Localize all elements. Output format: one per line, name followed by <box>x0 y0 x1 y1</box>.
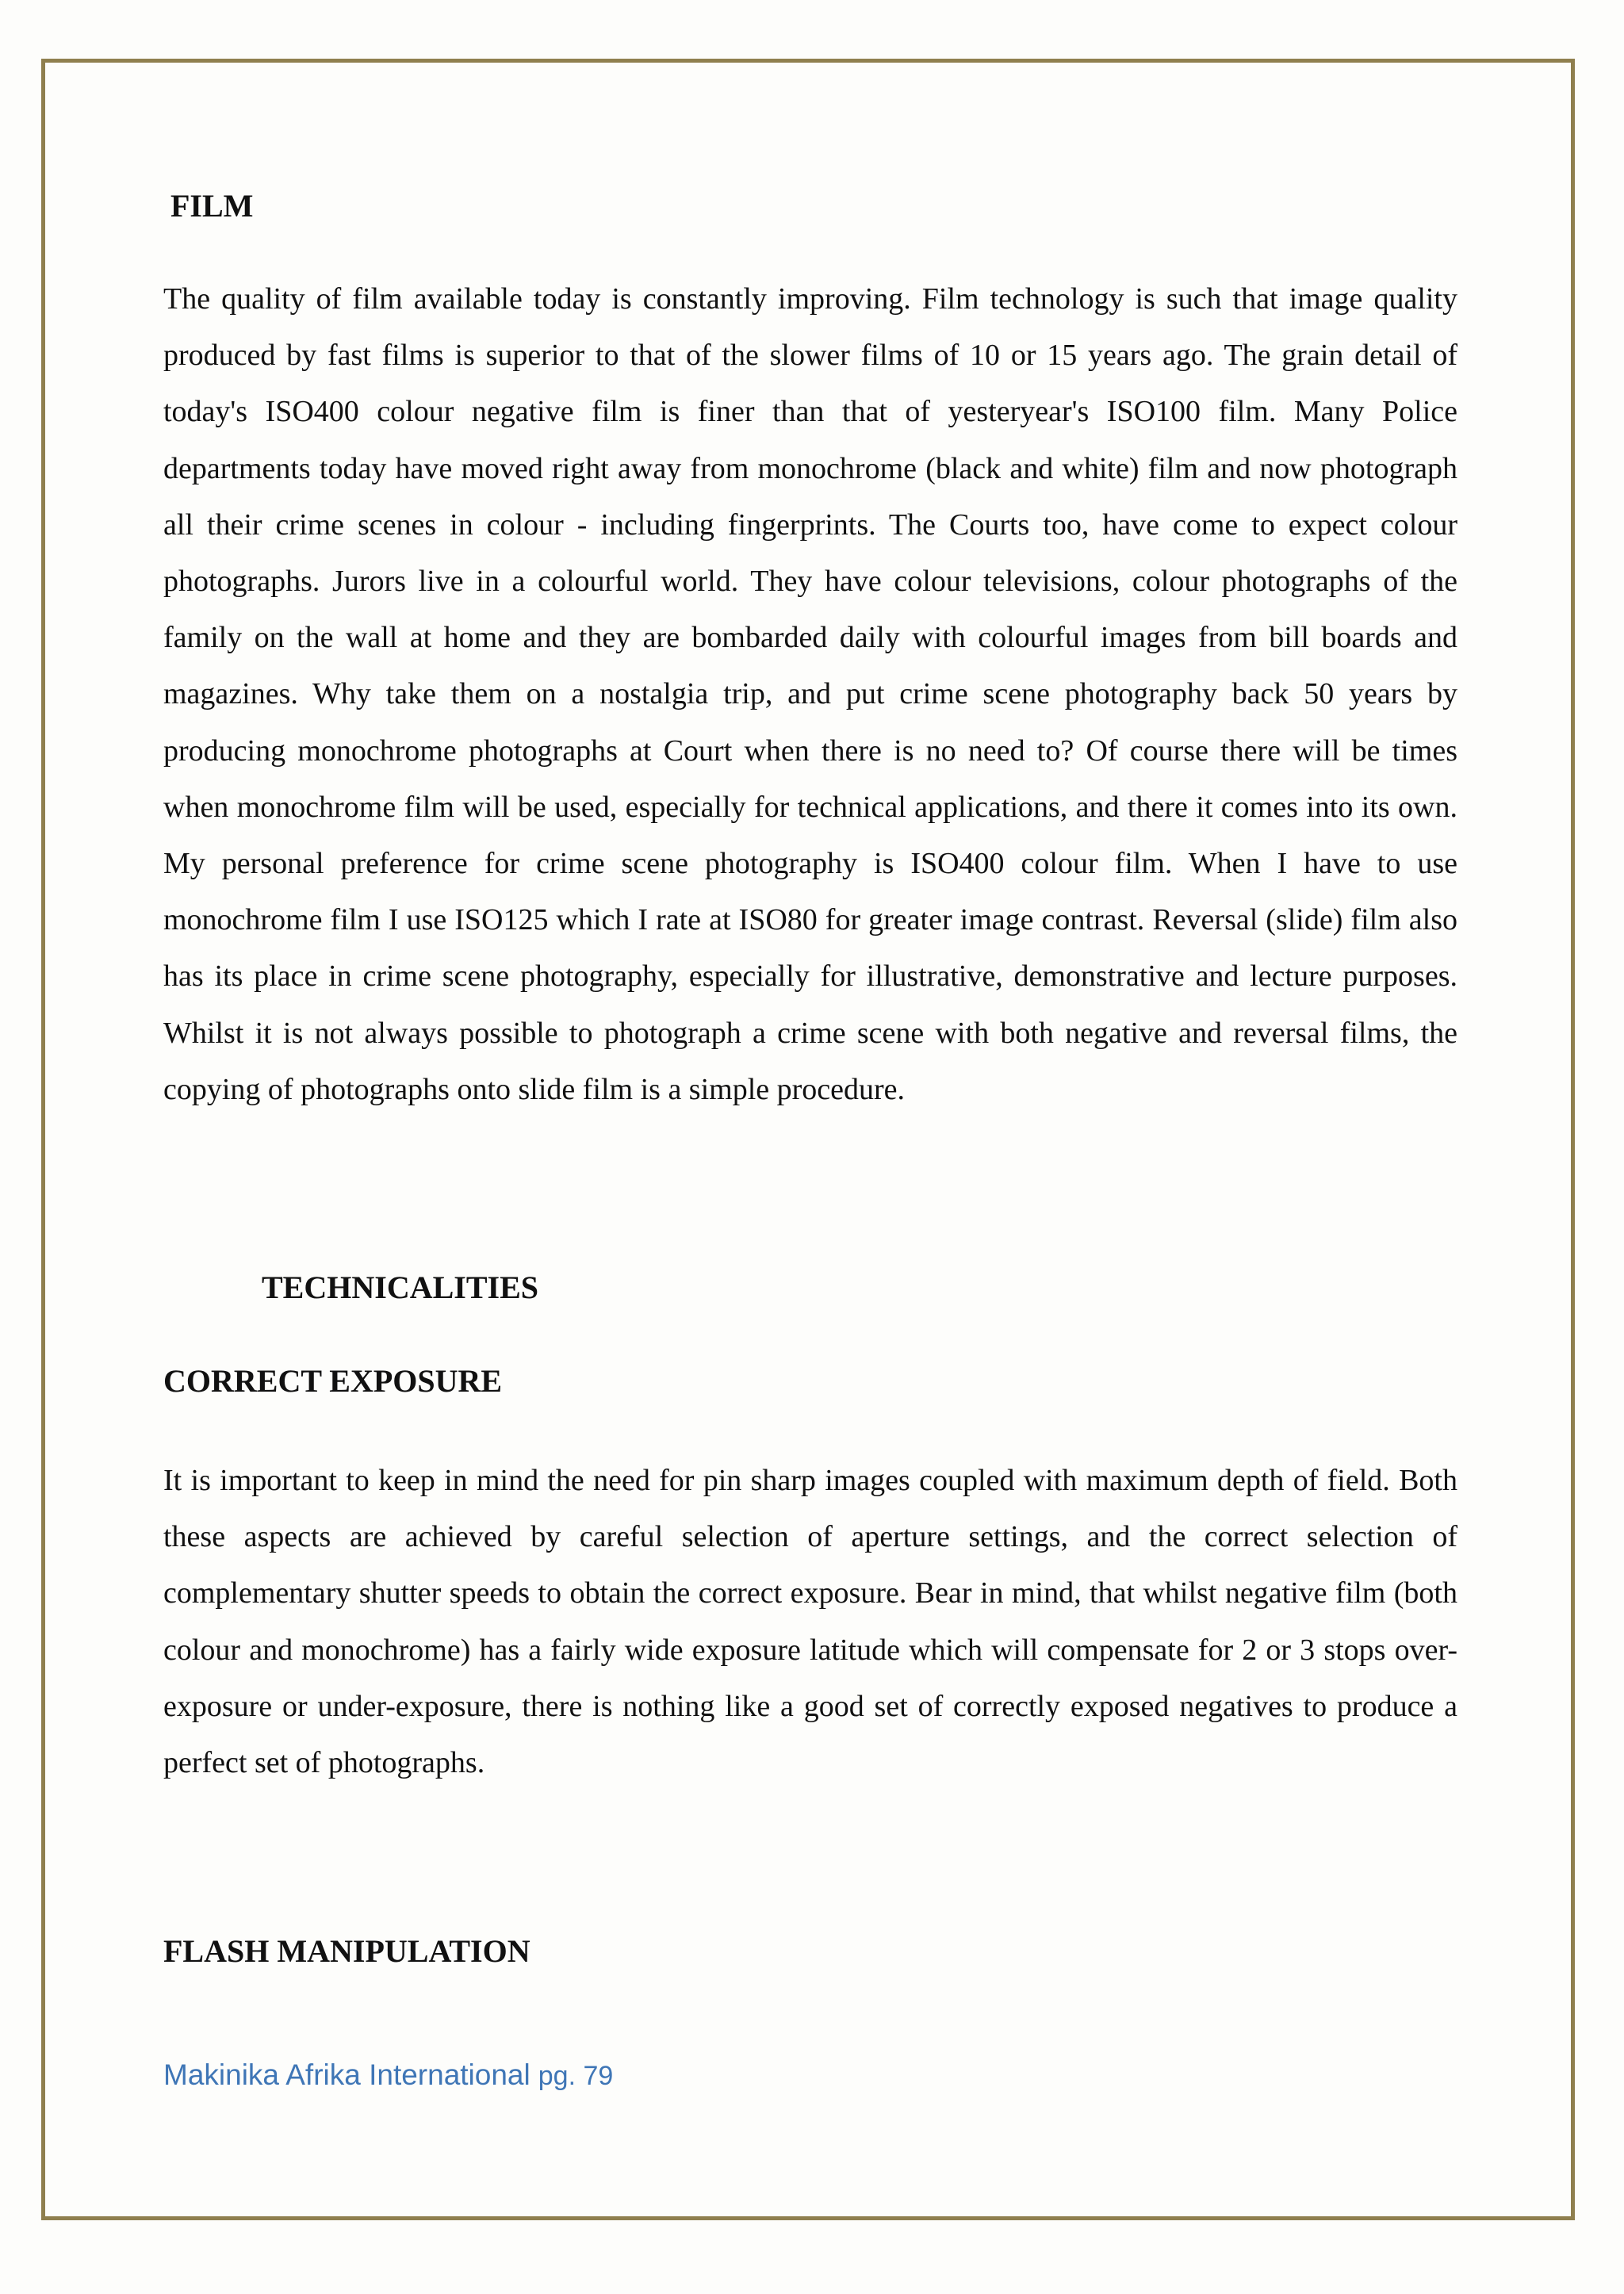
page-content <box>163 184 1457 1974</box>
paragraph-film: The quality of film available today is constantly improving. Film technology is such that image quality produced by fast films is superior to that of the slower films of 10 or 15 years ago. The grain detail of today's ISO400 colour negative film is finer than that of yesteryear's ISO100 film. Many Police departments today have moved right away from monochrome (black and white) film and now photograph all their crime scenes in colour - including fingerprints. The Courts too, have come to expect colour photographs. Jurors live in a colourful world. They have colour televisions, colour photographs of the family on the wall at home and they are bombarded daily with colourful images from bill boards and magazines. Why take them on a nostalgia trip, and put crime scene photography back 50 years by producing monochrome photographs at Court when there is no need to? Of course there will be times when monochrome film will be used, especially for technical applications, and there it comes into its own. My personal preference for crime scene photography is ISO400 colour film. When I have to use monochrome film I use ISO125 which I rate at ISO80 for greater image contrast. Reversal (slide) film also has its place in crime scene photography, especially for illustrative, demonstrative and lecture purposes. Whilst it is not always possible to photograph a crime scene with both negative and reversal films, the copying of photographs onto slide film is a simple procedure. <box>163 282 1457 1106</box>
section-heading-film: FILM <box>170 188 254 224</box>
section-heading-flash-manipulation: FLASH MANIPULATION <box>163 1933 530 1970</box>
paragraph-correct-exposure: It is important to keep in mind the need for pin sharp images coupled with maximum depth of field. Both these aspects are achieved by careful selection of aperture settings, and the correct selection of complementary shutter speeds to obtain the correct exposure. Bear in mind, that whilst negative film (both colour and monochrome) has a fairly wide exposure latitude which will compensate for 2 or 3 stops over-exposure or under-exposure, there is nothing like a good set of correctly exposed negatives to produce a perfect set of photographs. <box>163 1464 1457 1780</box>
page-footer <box>163 2055 613 2096</box>
page-number: pg. 79 <box>538 2061 614 2091</box>
section-heading-correct-exposure: CORRECT EXPOSURE <box>163 1363 503 1400</box>
section-heading-technicalities: TECHNICALITIES <box>262 1270 539 1306</box>
footer-publisher: Makinika Afrika International <box>163 2058 530 2091</box>
